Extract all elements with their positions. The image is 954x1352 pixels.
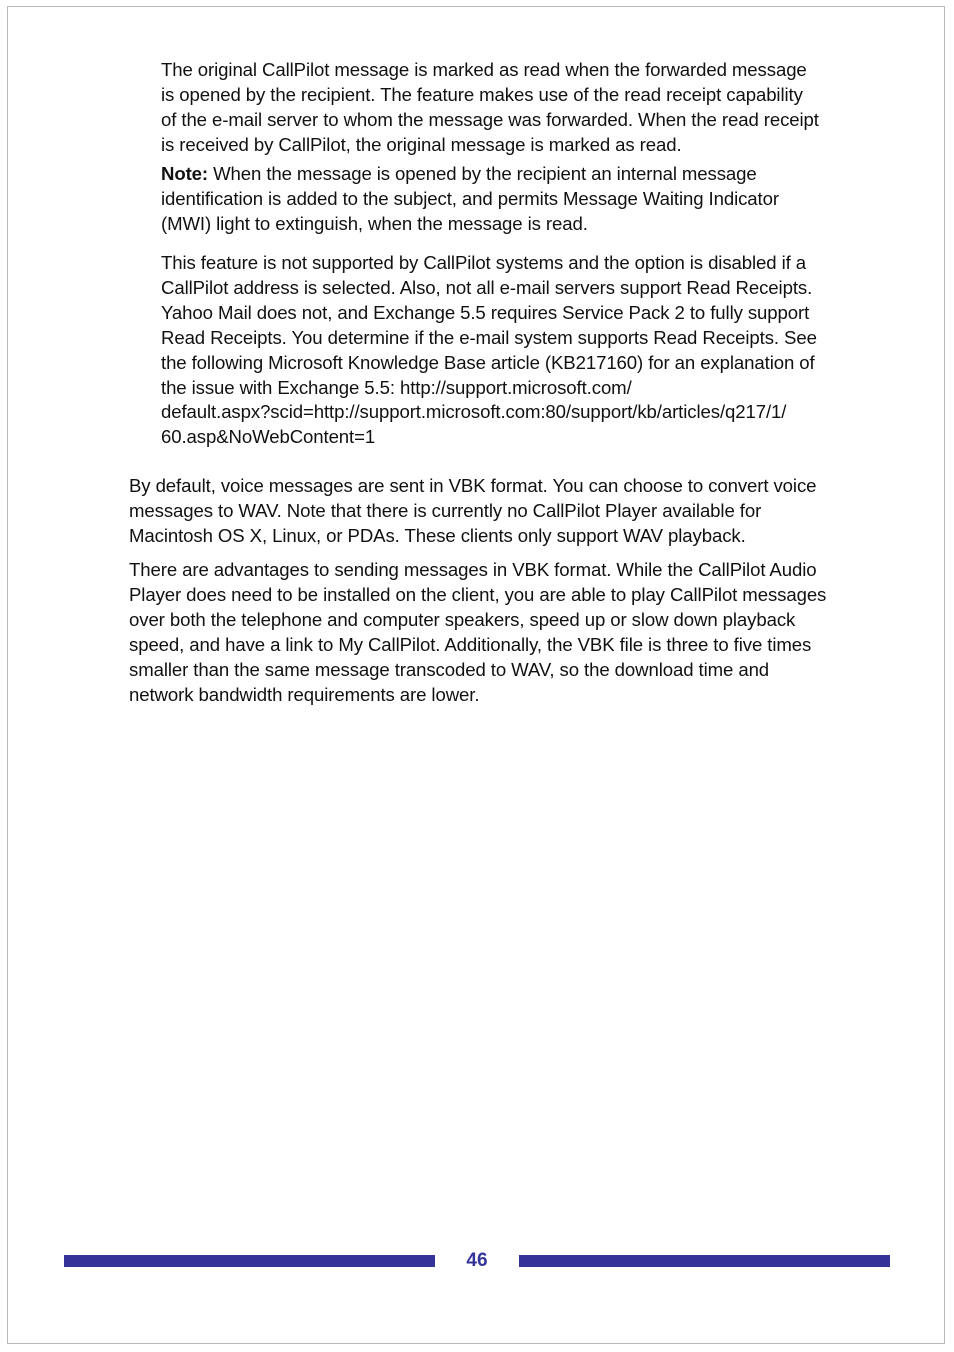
footer-bar-left bbox=[64, 1255, 435, 1267]
read-receipt-paragraph: The original CallPilot message is marked as read when the forwarded message is opened by the recipient. The feature makes use of the read receipt capability of the e-mail server to whom the message was forwarded. When the read receipt is received by CallPilot, the original message is marked as read. bbox=[161, 59, 819, 155]
not-supported-paragraph: This feature is not supported by CallPilot systems and the option is disabled if a CallPilot address is selected. Also, not all e-mail servers support Read Receipts. Yahoo Mail does not, and Exchange 5.5 requires Service Pack 2 to fully support Read Receipts. You determine if the e-mail system supports Read Receipts. See the following Microsoft Knowledge Base article (KB217160) for an explanation of the issue with Exchange 5.5: http://support.microsoft.com/ default.aspx?scid=http://support.microsoft.com:80/support/kb/articles/q217/1/ 60.asp&NoWebContent=1 bbox=[161, 252, 817, 448]
note-paragraph bbox=[161, 162, 901, 237]
note-label: Note: bbox=[161, 163, 209, 184]
footer-bar-right bbox=[519, 1255, 890, 1267]
default-format-paragraph: By default, voice messages are sent in VBK format. You can choose to convert voice messages to WAV. Note that there is currently no CallPilot Player available for Macintosh OS X, Linux, or PDAs. These clients only support WAV playback. bbox=[129, 475, 817, 546]
note-text: When the message is opened by the recipient an internal message identification is added to the subject, and permits Message Waiting Indicator (MWI) light to extinguish, when the message is read. bbox=[161, 163, 779, 234]
page-number: 46 bbox=[466, 1250, 488, 1271]
advantages-paragraph: There are advantages to sending messages in VBK format. While the CallPilot Audio Player does need to be installed on the client, you are able to play CallPilot messages over both the telephone and computer speakers, speed up or slow down playback speed, and have a link to My CallPilot. Additionally, the VBK file is three to five times smaller than the same message transcoded to WAV, so the download time and network bandwidth requirements are lower. bbox=[129, 559, 827, 705]
